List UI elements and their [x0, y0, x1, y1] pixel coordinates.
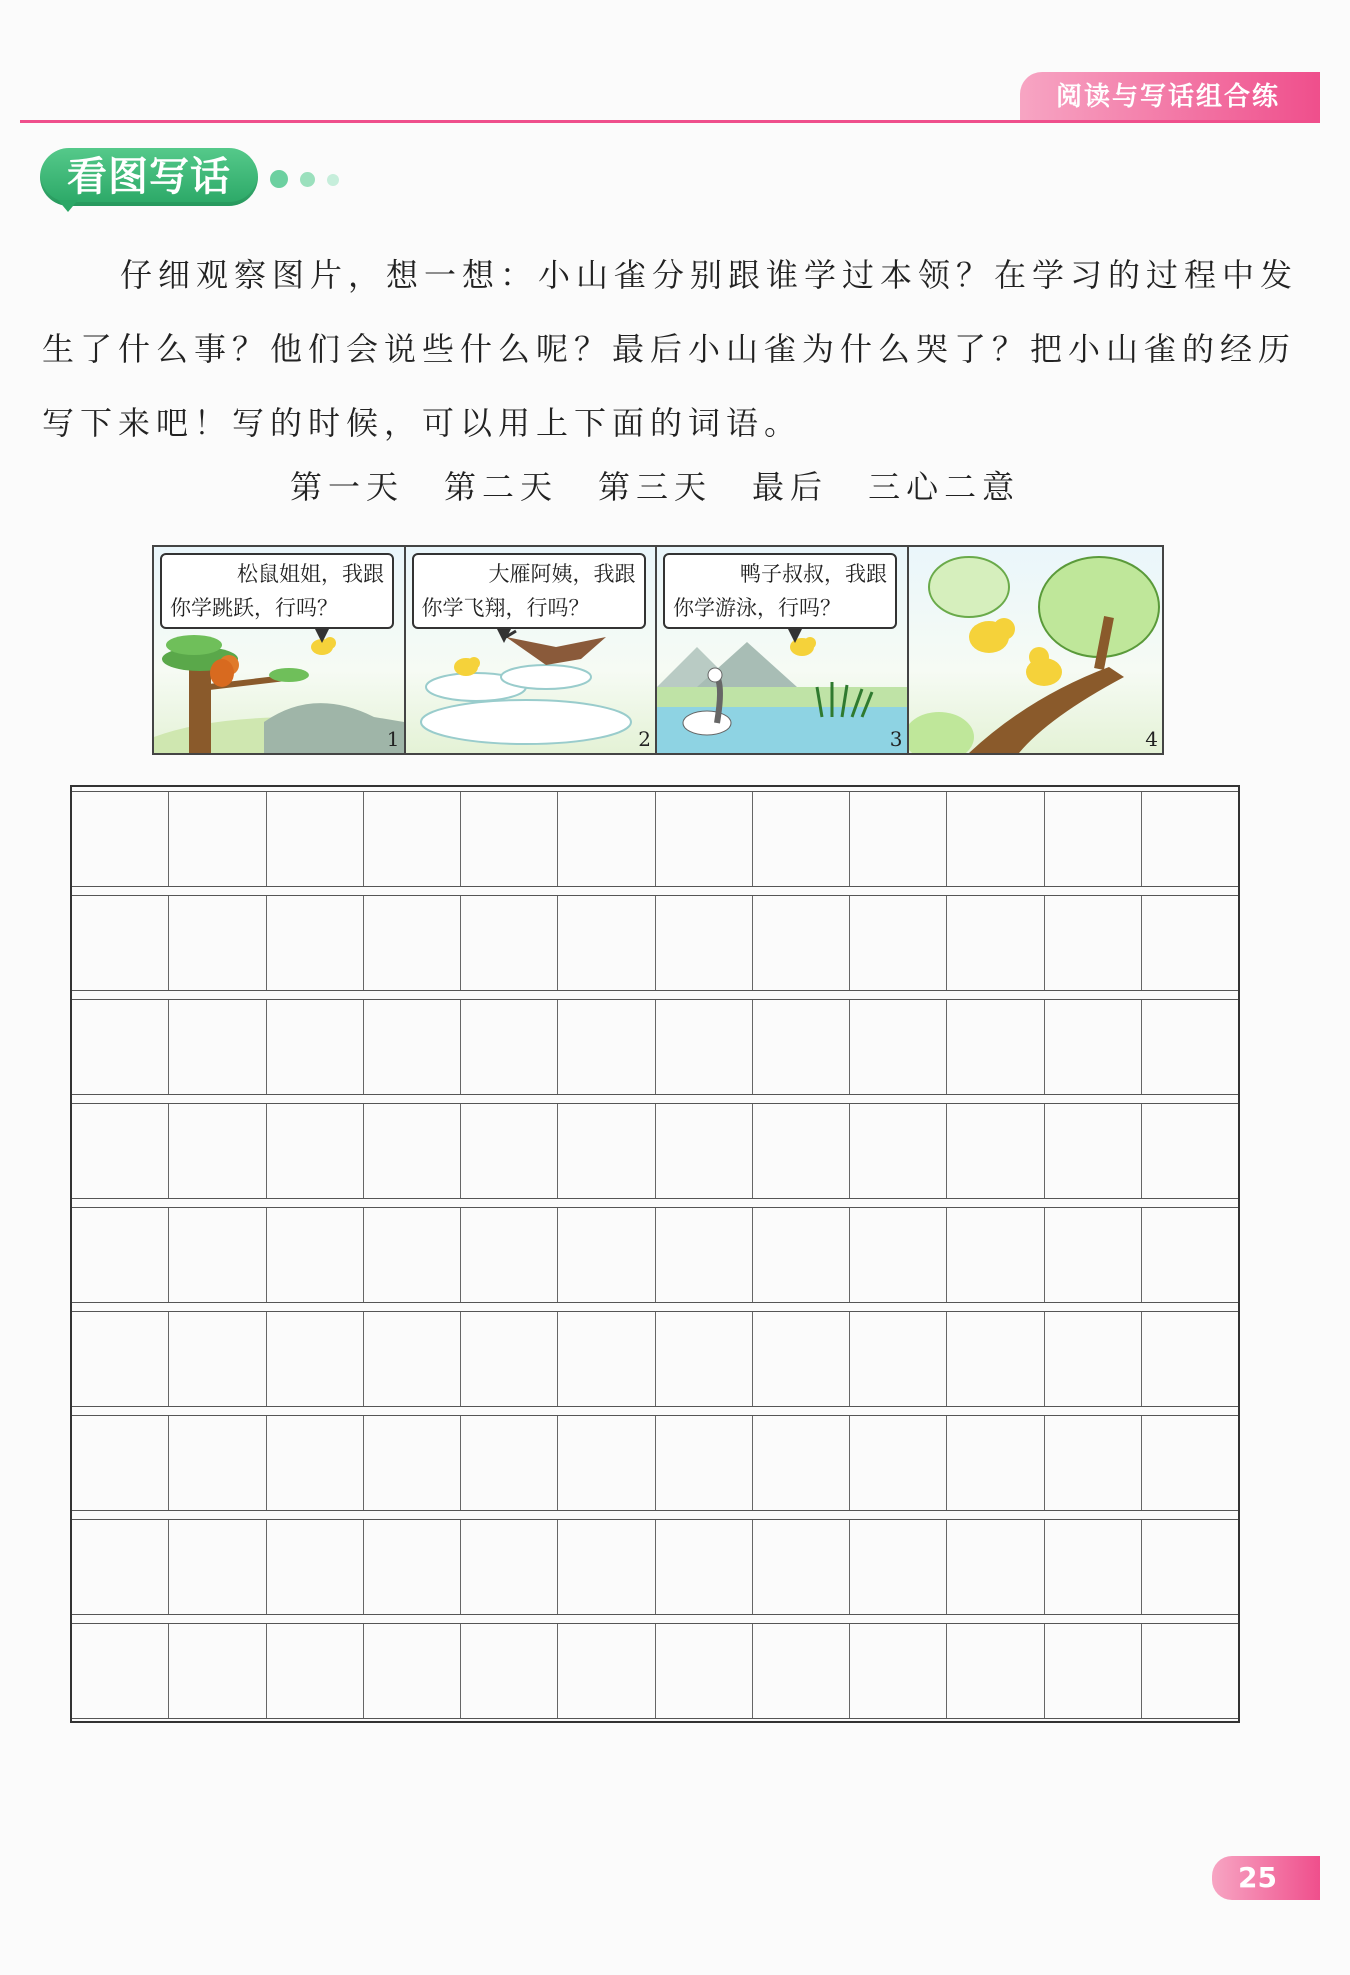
grid-cell[interactable]: [72, 1208, 169, 1302]
grid-cell[interactable]: [72, 1624, 169, 1718]
decor-dot: [300, 172, 315, 187]
grid-row: [72, 791, 1238, 887]
grid-cell[interactable]: [656, 1416, 753, 1510]
grid-cell[interactable]: [656, 1000, 753, 1094]
section-tag: 阅读与写话组合练: [1020, 72, 1320, 122]
grid-cell[interactable]: [850, 1416, 947, 1510]
grid-cell[interactable]: [364, 792, 461, 886]
grid-cell[interactable]: [72, 1416, 169, 1510]
grid-cell[interactable]: [267, 1624, 364, 1718]
grid-cell[interactable]: [1045, 1312, 1142, 1406]
speech-line: 鸭子叔叔，我跟: [740, 562, 887, 586]
comic-panel-3: [657, 547, 909, 753]
grid-cell[interactable]: [1045, 1104, 1142, 1198]
grid-cell[interactable]: [461, 1520, 558, 1614]
grid-row: [72, 1311, 1238, 1407]
instruction-text: 仔细观察图片，想一想：小山雀分别跟谁学过本领？在学习的过程中发生了什么事？他们会说些什么呢？最后小山雀为什么哭了？把小山雀的经历写下来吧！写的时候，可以用上下面的词语。: [42, 256, 1299, 442]
grid-cell[interactable]: [753, 1520, 850, 1614]
grid-cell[interactable]: [169, 792, 266, 886]
grid-cell[interactable]: [267, 1208, 364, 1302]
grid-cell[interactable]: [169, 1416, 266, 1510]
grid-cell[interactable]: [656, 792, 753, 886]
grid-cell[interactable]: [267, 896, 364, 990]
speech-line: 你学游泳，行吗？: [673, 596, 841, 620]
grid-cell[interactable]: [753, 896, 850, 990]
grid-row: [72, 895, 1238, 991]
grid-cell[interactable]: [850, 1208, 947, 1302]
grid-cell[interactable]: [947, 792, 1044, 886]
grid-cell[interactable]: [947, 1520, 1044, 1614]
grid-cell[interactable]: [364, 1312, 461, 1406]
speech-line: 你学飞翔，行吗？: [421, 596, 590, 620]
grid-cell[interactable]: [461, 1416, 558, 1510]
grid-cell[interactable]: [364, 1000, 461, 1094]
grid-cell[interactable]: [753, 1312, 850, 1406]
grid-row: [72, 1623, 1238, 1719]
grid-cell[interactable]: [656, 1208, 753, 1302]
grid-cell[interactable]: [656, 1520, 753, 1614]
grid-row: [72, 1103, 1238, 1199]
comic-panel-2: [406, 547, 658, 753]
grid-cell[interactable]: [72, 1104, 169, 1198]
grid-cell[interactable]: [1045, 1000, 1142, 1094]
grid-cell[interactable]: [1045, 1208, 1142, 1302]
grid-cell[interactable]: [169, 1208, 266, 1302]
grid-cell[interactable]: [1142, 1104, 1238, 1198]
grid-cell[interactable]: [72, 1312, 169, 1406]
grid-cell[interactable]: [169, 896, 266, 990]
grid-row: [72, 999, 1238, 1095]
decor-dot: [327, 174, 339, 186]
grid-cell[interactable]: [558, 1208, 655, 1302]
decor-dot: [270, 170, 288, 188]
grid-cell[interactable]: [169, 1520, 266, 1614]
grid-cell[interactable]: [850, 792, 947, 886]
grid-cell[interactable]: [1142, 896, 1238, 990]
grid-cell[interactable]: [364, 1520, 461, 1614]
grid-cell[interactable]: [1142, 1208, 1238, 1302]
grid-cell[interactable]: [169, 1624, 266, 1718]
grid-cell[interactable]: [364, 1416, 461, 1510]
panel-number: 3: [889, 727, 903, 751]
grid-cell[interactable]: [267, 792, 364, 886]
grid-cell[interactable]: [850, 1312, 947, 1406]
grid-cell[interactable]: [947, 1624, 1044, 1718]
grid-cell[interactable]: [1045, 792, 1142, 886]
grid-cell[interactable]: [1045, 1520, 1142, 1614]
grid-cell[interactable]: [558, 792, 655, 886]
grid-cell[interactable]: [558, 1000, 655, 1094]
grid-cell[interactable]: [1045, 896, 1142, 990]
grid-cell[interactable]: [753, 1208, 850, 1302]
grid-cell[interactable]: [558, 1624, 655, 1718]
grid-cell[interactable]: [1045, 1416, 1142, 1510]
grid-row: [72, 1207, 1238, 1303]
grid-cell[interactable]: [753, 1416, 850, 1510]
grid-cell[interactable]: [267, 1416, 364, 1510]
bubble-tail: [314, 627, 330, 643]
grid-cell[interactable]: [1142, 1000, 1238, 1094]
grid-cell[interactable]: [947, 1312, 1044, 1406]
grid-cell[interactable]: [1142, 1624, 1238, 1718]
grid-row: [72, 1519, 1238, 1615]
grid-cell[interactable]: [656, 1104, 753, 1198]
grid-cell[interactable]: [558, 1416, 655, 1510]
grid-cell[interactable]: [1142, 1520, 1238, 1614]
grid-cell[interactable]: [364, 1104, 461, 1198]
grid-cell[interactable]: [753, 1624, 850, 1718]
grid-cell[interactable]: [656, 1312, 753, 1406]
grid-row: [72, 1415, 1238, 1511]
grid-cell[interactable]: [72, 1520, 169, 1614]
grid-cell[interactable]: [947, 1104, 1044, 1198]
grid-cell[interactable]: [656, 1624, 753, 1718]
grid-cell[interactable]: [850, 896, 947, 990]
grid-cell[interactable]: [753, 792, 850, 886]
panel-number: 4: [1145, 727, 1158, 751]
panel-number: 2: [638, 727, 651, 751]
grid-cell[interactable]: [461, 1000, 558, 1094]
header-divider: [20, 120, 1320, 123]
word-item: 第三天: [598, 468, 713, 506]
grid-cell[interactable]: [947, 896, 1044, 990]
grid-cell[interactable]: [72, 1000, 169, 1094]
comic-strip: [152, 545, 1164, 755]
speech-bubble: [663, 553, 897, 629]
panel-number: 1: [386, 727, 400, 751]
grid-cell[interactable]: [1045, 1624, 1142, 1718]
grid-cell[interactable]: [267, 1000, 364, 1094]
grid-cell[interactable]: [364, 1208, 461, 1302]
grid-cell[interactable]: [461, 1624, 558, 1718]
grid-cell[interactable]: [169, 1104, 266, 1198]
page-number: 25: [1212, 1856, 1320, 1900]
comic-panel-1: [154, 547, 406, 753]
grid-cell[interactable]: [1142, 1312, 1238, 1406]
grid-cell[interactable]: [169, 1000, 266, 1094]
grid-cell[interactable]: [461, 792, 558, 886]
grid-cell[interactable]: [72, 896, 169, 990]
badge-tail: [58, 200, 78, 212]
writing-grid[interactable]: [70, 785, 1240, 1723]
word-list: [290, 462, 1050, 508]
grid-cell[interactable]: [461, 1312, 558, 1406]
grid-cell[interactable]: [850, 1520, 947, 1614]
speech-bubble: [412, 553, 646, 629]
grid-cell[interactable]: [558, 1520, 655, 1614]
grid-cell[interactable]: [364, 896, 461, 990]
grid-cell[interactable]: [461, 896, 558, 990]
grid-cell[interactable]: [1142, 792, 1238, 886]
grid-cell[interactable]: [461, 1104, 558, 1198]
grid-cell[interactable]: [558, 1104, 655, 1198]
grid-cell[interactable]: [947, 1208, 1044, 1302]
grid-cell[interactable]: [753, 1104, 850, 1198]
birds-on-branch-illustration: [909, 547, 1163, 753]
grid-cell[interactable]: [267, 1104, 364, 1198]
grid-cell[interactable]: [753, 1000, 850, 1094]
grid-cell[interactable]: [558, 896, 655, 990]
grid-cell[interactable]: [947, 1416, 1044, 1510]
grid-cell[interactable]: [169, 1312, 266, 1406]
section-title-badge: 看图写话: [40, 148, 258, 206]
grid-cell[interactable]: [267, 1520, 364, 1614]
speech-line: 你学跳跃，行吗？: [170, 596, 338, 620]
comic-panel-4: [909, 547, 1163, 753]
grid-cell[interactable]: [850, 1000, 947, 1094]
bubble-tail: [496, 627, 512, 643]
word-item: 第一天: [290, 468, 405, 506]
bubble-tail: [787, 627, 803, 643]
word-item: 最后: [752, 468, 829, 506]
grid-cell[interactable]: [558, 1312, 655, 1406]
grid-cell[interactable]: [72, 792, 169, 886]
speech-line: 松鼠姐姐，我跟: [237, 562, 384, 586]
grid-cell[interactable]: [1142, 1416, 1238, 1510]
grid-cell[interactable]: [267, 1312, 364, 1406]
grid-cell[interactable]: [364, 1624, 461, 1718]
grid-cell[interactable]: [850, 1104, 947, 1198]
grid-cell[interactable]: [850, 1624, 947, 1718]
speech-line: 大雁阿姨，我跟: [488, 562, 636, 586]
grid-cell[interactable]: [461, 1208, 558, 1302]
grid-cell[interactable]: [656, 896, 753, 990]
speech-bubble: [160, 553, 394, 629]
word-item: 三心二意: [868, 468, 1021, 506]
grid-cell[interactable]: [947, 1000, 1044, 1094]
word-item: 第二天: [444, 468, 559, 506]
